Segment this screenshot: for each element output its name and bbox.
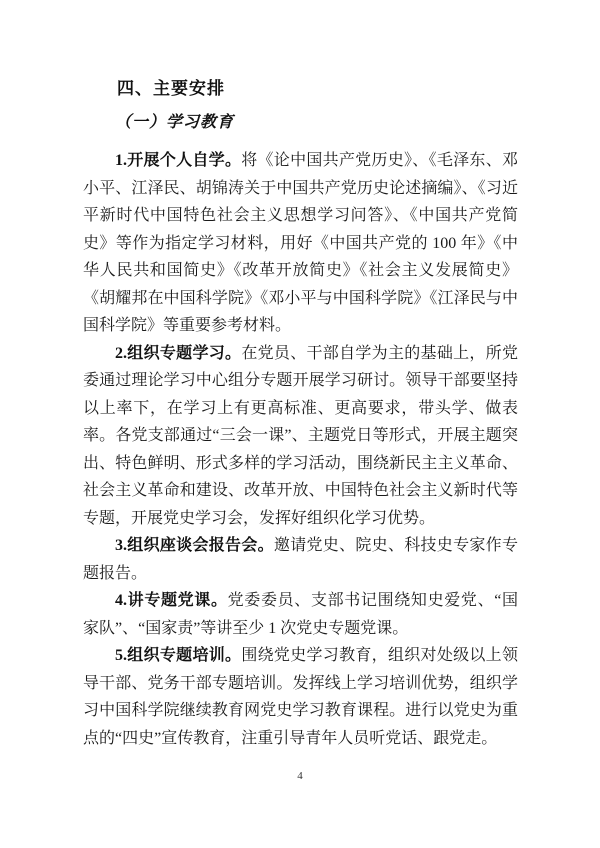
paragraph-text: 党委委员、支部书记围绕知史爱党、“国家队”、“国家责”等讲至少 1 次党史专题党课。 bbox=[83, 592, 518, 637]
section-heading: 四、主要安排 bbox=[117, 79, 225, 98]
paragraph-lead: 4.讲专题党课。 bbox=[115, 592, 228, 609]
paragraph-text: 邀请党史、院史、科技史专家作专题报告。 bbox=[83, 537, 518, 582]
paragraph-symposium-reports bbox=[83, 532, 518, 587]
paragraph-text: 将《论中国共产党历史》、《毛泽东、邓小平、江泽民、胡锦涛关于中国共产党历史论述摘编》、《习近平新时代中国特色社会主义思想学习问答》、《中国共产党简史》等作为指定学习材料，用好《中国共产党的 100 年》《中华人民共和国简史》《改革开放简史》《社会主义发展简史》《胡耀邦在中国科学院》《邓小平与中国科学院》《江泽民与中国科学院》等重要参考材料。 bbox=[83, 152, 518, 334]
paragraph-lead: 5.组织专题培训。 bbox=[115, 647, 242, 664]
paragraph-text: 围绕党史学习教育，组织对处级以上领导干部、党务干部专题培训。发挥线上学习培训优势，组织学习中国科学院继续教育网党史学习教育课程。进行以党史为重点的“四史”宣传教育，注重引导青年人员听党话、跟党走。 bbox=[83, 647, 518, 747]
paragraph-lead: 3.组织座谈会报告会。 bbox=[115, 537, 274, 554]
page-number: 4 bbox=[297, 770, 303, 782]
subsection-heading: （一）学习教育 bbox=[115, 114, 235, 131]
document-content bbox=[83, 78, 518, 752]
paragraph-text: 在党员、干部自学为主的基础上，所党委通过理论学习中心组分专题开展学习研讨。领导干部要坚持以上率下，在学习上有更高标准、更高要求，带头学、做表率。各党支部通过“三会一课”、主题党日等形式，开展主题突出、特色鲜明、形式多样的学习活动，围绕新民主主义革命、社会主义革命和建设、改革开放、中国特色社会主义新时代等专题，开展党史学习会，发挥好组织化学习优势。 bbox=[83, 344, 518, 527]
paragraph-individual-self-study bbox=[83, 147, 518, 340]
paragraph-lead: 1.开展个人自学。 bbox=[115, 152, 242, 169]
paragraph-party-lectures bbox=[83, 587, 518, 642]
paragraph-themed-study bbox=[83, 340, 518, 533]
paragraph-themed-training bbox=[83, 642, 518, 752]
paragraph-lead: 2.组织专题学习。 bbox=[115, 344, 242, 362]
